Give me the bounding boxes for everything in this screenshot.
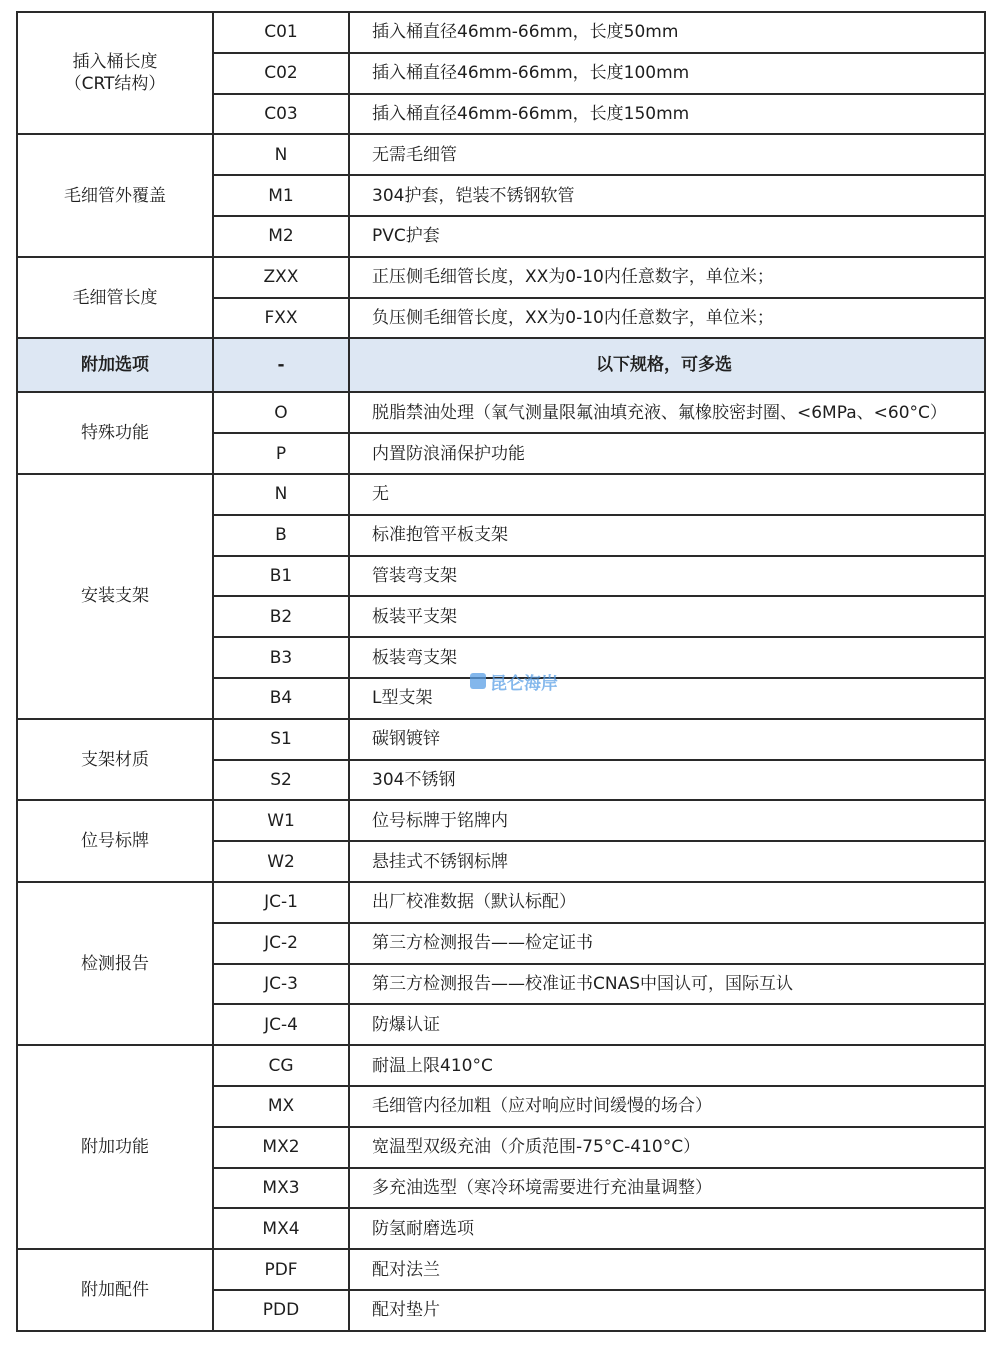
code-cell: B [213, 515, 349, 556]
description-cell: PVC护套 [349, 216, 985, 257]
category-label: 毛细管长度 [72, 287, 158, 308]
description-cell: 多充油选型（寒冷环境需要进行充油量调整） [349, 1168, 985, 1209]
table-row [17, 392, 985, 433]
category-cell [17, 474, 213, 719]
code-cell: B1 [213, 556, 349, 597]
watermark-text: 昆仑海岸 [490, 673, 558, 694]
table-row [17, 474, 985, 515]
category-cell [17, 12, 213, 134]
description-cell: 负压侧毛细管长度，XX为0-10内任意数字，单位米； [349, 298, 985, 339]
description-cell: 板装平支架 [349, 596, 985, 637]
description-cell: 脱脂禁油处理（氧气测量限氟油填充液、氟橡胶密封圈、<6MPa、<60°C） [349, 392, 985, 433]
description-cell: 防爆认证 [349, 1004, 985, 1045]
category-label: 位号标牌 [81, 831, 149, 852]
section-header-row [17, 338, 985, 392]
category-cell [17, 392, 213, 474]
category-cell [17, 882, 213, 1045]
code-cell: B2 [213, 596, 349, 637]
description-cell: 正压侧毛细管长度，XX为0-10内任意数字，单位米； [349, 257, 985, 298]
description-cell: 标准抱管平板支架 [349, 515, 985, 556]
code-cell: P [213, 433, 349, 474]
category-label: 特殊功能 [81, 423, 149, 444]
code-cell: W1 [213, 800, 349, 841]
code-cell: M1 [213, 175, 349, 216]
code-cell: JC-1 [213, 882, 349, 923]
category-label: 安装支架 [81, 586, 149, 607]
description-cell: 防氢耐磨选项 [349, 1208, 985, 1249]
description-cell: 第三方检测报告——校准证书CNAS中国认可，国际互认 [349, 964, 985, 1005]
description-cell: 耐温上限410°C [349, 1045, 985, 1086]
category-label: （CRT结构） [64, 74, 166, 95]
description-cell: 304不锈钢 [349, 760, 985, 801]
category-label: 插入桶长度 [72, 52, 158, 73]
table-row [17, 1249, 985, 1290]
code-cell: FXX [213, 298, 349, 339]
code-cell: PDD [213, 1290, 349, 1331]
code-cell: N [213, 474, 349, 515]
description-cell: 第三方检测报告——检定证书 [349, 923, 985, 964]
category-label: 检测报告 [81, 953, 149, 974]
category-label: 附加配件 [81, 1279, 149, 1300]
description-cell: 无需毛细管 [349, 134, 985, 175]
table-row [17, 1045, 985, 1086]
description-cell: 悬挂式不锈钢标牌 [349, 841, 985, 882]
description-cell: 碳钢镀锌 [349, 719, 985, 760]
code-cell: JC-4 [213, 1004, 349, 1045]
table-row [17, 800, 985, 841]
spec-table-body [17, 12, 985, 1331]
code-cell: C02 [213, 53, 349, 94]
category-label: 毛细管外覆盖 [64, 185, 166, 206]
description-cell: 304护套，铠装不锈钢软管 [349, 175, 985, 216]
code-cell: JC-2 [213, 923, 349, 964]
table-row [17, 257, 985, 298]
code-cell: S2 [213, 760, 349, 801]
description-cell: 毛细管内径加粗（应对响应时间缓慢的场合） [349, 1086, 985, 1127]
description-cell: 板装弯支架 [349, 637, 985, 678]
code-cell: C01 [213, 12, 349, 53]
category-cell [17, 1249, 213, 1331]
code-cell: ZXX [213, 257, 349, 298]
description-cell: 宽温型双级充油（介质范围-75°C-410°C） [349, 1127, 985, 1168]
description-cell: L型支架 [349, 678, 985, 719]
code-cell: MX3 [213, 1168, 349, 1209]
category-cell [17, 800, 213, 882]
description-cell: 位号标牌于铭牌内 [349, 800, 985, 841]
code-cell: S1 [213, 719, 349, 760]
code-cell: B3 [213, 637, 349, 678]
code-cell: W2 [213, 841, 349, 882]
description-cell: 配对法兰 [349, 1249, 985, 1290]
category-label: 支架材质 [81, 749, 149, 770]
code-cell: O [213, 392, 349, 433]
category-cell [17, 257, 213, 339]
header-code-cell: - [213, 338, 349, 392]
table-row [17, 12, 985, 53]
code-cell: PDF [213, 1249, 349, 1290]
category-cell [17, 134, 213, 256]
code-cell: JC-3 [213, 964, 349, 1005]
header-description-cell: 以下规格，可多选 [349, 338, 985, 392]
category-label: 附加功能 [81, 1137, 149, 1158]
code-cell: C03 [213, 94, 349, 135]
category-cell [17, 719, 213, 801]
code-cell: N [213, 134, 349, 175]
description-cell: 无 [349, 474, 985, 515]
code-cell: MX [213, 1086, 349, 1127]
code-cell: CG [213, 1045, 349, 1086]
description-cell: 出厂校准数据（默认标配） [349, 882, 985, 923]
code-cell: MX2 [213, 1127, 349, 1168]
table-row [17, 719, 985, 760]
description-cell: 内置防浪涌保护功能 [349, 433, 985, 474]
header-category-cell: 附加选项 [17, 338, 213, 392]
code-cell: B4 [213, 678, 349, 719]
code-cell: M2 [213, 216, 349, 257]
table-row [17, 882, 985, 923]
description-cell: 插入桶直径46mm-66mm，长度100mm [349, 53, 985, 94]
table-row [17, 134, 985, 175]
description-cell: 管装弯支架 [349, 556, 985, 597]
code-cell: MX4 [213, 1208, 349, 1249]
description-cell: 配对垫片 [349, 1290, 985, 1331]
spec-table [16, 11, 986, 1332]
description-cell: 插入桶直径46mm-66mm，长度50mm [349, 12, 985, 53]
description-cell: 插入桶直径46mm-66mm，长度150mm [349, 94, 985, 135]
category-cell [17, 1045, 213, 1249]
